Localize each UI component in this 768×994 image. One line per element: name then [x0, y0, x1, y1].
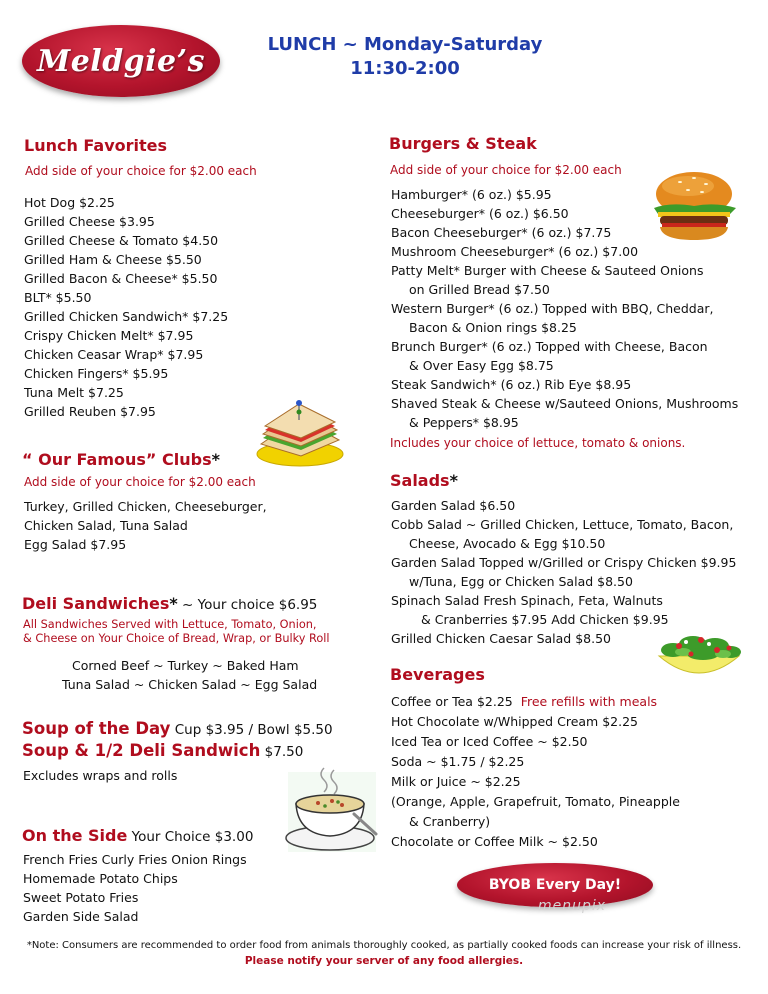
beverage-item: & Cranberry) [409, 814, 491, 829]
section-title-lunch-favorites: Lunch Favorites [24, 136, 168, 155]
soup-combo-price: $7.50 [260, 744, 304, 760]
menu-item: Western Burger* (6 oz.) Topped with BBQ, Cheddar, [391, 301, 714, 316]
lunch-favorites-list [24, 193, 228, 421]
menu-item: Bacon & Onion rings $8.25 [409, 320, 577, 335]
footer-consumer-note: *Note: Consumers are recommended to order food from animals thoroughly cooked, as partially cooked foods can increase your risk of illness. [26, 940, 742, 951]
watermark-text: menupix [538, 898, 607, 914]
menu-item: Tuna Melt $7.25 [24, 385, 124, 400]
menu-item: Grilled Bacon & Cheese* $5.50 [24, 271, 218, 286]
soup-combo-title: Soup & 1/2 Deli Sandwich [22, 741, 261, 760]
deli-note-1: All Sandwiches Served with Lettuce, Tomato, Onion, [23, 618, 317, 631]
club-line: Turkey, Grilled Chicken, Cheeseburger, [24, 499, 267, 514]
side-item: French Fries Curly Fries Onion Rings [23, 852, 247, 867]
menu-item: Garden Salad Topped w/Grilled or Crispy Chicken $9.95 [391, 555, 737, 570]
section-title-sides [22, 826, 253, 845]
soup-price: Cup $3.95 / Bowl $5.50 [170, 722, 333, 738]
beverage-refill-note: Free refills with meals [520, 694, 658, 709]
menu-item: Grilled Chicken Sandwich* $7.25 [24, 309, 229, 324]
sides-title: On the Side [22, 826, 128, 845]
deli-note-2: & Cheese on Your Choice of Bread, Wrap, or Bulky Roll [23, 632, 330, 645]
restaurant-logo [22, 25, 220, 97]
salads-list [391, 496, 736, 648]
clubs-title: “ Our Famous” Clubs [22, 450, 212, 469]
menu-item: Garden Salad $6.50 [391, 498, 516, 513]
section-title-clubs [22, 450, 220, 469]
menu-item: & Cranberries $7.95 Add Chicken $9.95 [421, 612, 669, 627]
menu-item: Grilled Ham & Cheese $5.50 [24, 252, 202, 267]
menu-item: Hamburger* (6 oz.) $5.95 [391, 187, 552, 202]
deli-options-1: Corned Beef ~ Turkey ~ Baked Ham [72, 658, 299, 673]
soup-bowl-icon [280, 764, 380, 856]
clubs-note: Add side of your choice for $2.00 each [24, 475, 256, 489]
beverage-item: Hot Chocolate w/Whipped Cream $2.25 [391, 714, 638, 729]
menu-item: Cheese, Avocado & Egg $10.50 [409, 536, 606, 551]
club-sandwich-icon [255, 400, 345, 468]
logo-text: Meldgie’s [37, 43, 205, 79]
side-item: Garden Side Salad [23, 909, 139, 924]
club-line: Chicken Salad, Tuna Salad [24, 518, 188, 533]
menu-item: Hot Dog $2.25 [24, 195, 115, 210]
menu-item: Grilled Cheese $3.95 [24, 214, 155, 229]
deli-title: Deli Sandwiches [22, 594, 170, 613]
soup-title: Soup of the Day [22, 719, 171, 738]
footer-allergy-note: Please notify your server of any food allergies. [244, 955, 524, 967]
menu-item: Brunch Burger* (6 oz.) Topped with Cheese, Bacon [391, 339, 708, 354]
beverage-item: Milk or Juice ~ $2.25 [391, 774, 521, 789]
menu-item: Grilled Reuben $7.95 [24, 404, 156, 419]
lunch-hours-time: 11:30-2:00 [350, 58, 460, 79]
deli-star: * [169, 594, 178, 613]
menu-item: Patty Melt* Burger with Cheese & Sauteed Onions [391, 263, 704, 278]
beverage-item: Chocolate or Coffee Milk ~ $2.50 [391, 834, 598, 849]
menu-item: Steak Sandwich* (6 oz.) Rib Eye $8.95 [391, 377, 632, 392]
menu-item: Chicken Ceasar Wrap* $7.95 [24, 347, 204, 362]
beverages-list [391, 712, 680, 852]
menu-item: Grilled Chicken Caesar Salad $8.50 [391, 631, 612, 646]
beverage-coffee [391, 692, 657, 711]
menu-item: Spinach Salad Fresh Spinach, Feta, Walnuts [391, 593, 663, 608]
deli-price: ~ Your choice $6.95 [177, 597, 318, 613]
byob-text: BYOB Every Day! [488, 877, 622, 893]
menu-item: Cheeseburger* (6 oz.) $6.50 [391, 206, 569, 221]
burgers-note: Add side of your choice for $2.00 each [390, 163, 622, 177]
side-item: Homemade Potato Chips [23, 871, 178, 886]
section-title-salads [390, 471, 458, 490]
menu-item: on Grilled Bread $7.50 [409, 282, 550, 297]
menu-item: Cobb Salad ~ Grilled Chicken, Lettuce, Tomato, Bacon, [391, 517, 734, 532]
menu-item: BLT* $5.50 [24, 290, 92, 305]
sides-price: Your Choice $3.00 [127, 829, 254, 845]
club-line: Egg Salad $7.95 [24, 537, 127, 552]
sides-list [23, 850, 247, 926]
lunch-favorites-note: Add side of your choice for $2.00 each [25, 164, 257, 178]
menu-item: Chicken Fingers* $5.95 [24, 366, 169, 381]
section-title-deli [22, 594, 317, 613]
menu-item: Crispy Chicken Melt* $7.95 [24, 328, 194, 343]
section-title-soup [22, 719, 333, 738]
salads-star: * [449, 471, 458, 490]
menu-item: & Over Easy Egg $8.75 [409, 358, 554, 373]
deli-options-2: Tuna Salad ~ Chicken Salad ~ Egg Salad [62, 677, 318, 692]
beverage-item: Soda ~ $1.75 / $2.25 [391, 754, 525, 769]
salads-title: Salads [390, 471, 450, 490]
menu-item: Shaved Steak & Cheese w/Sauteed Onions, Mushrooms [391, 396, 739, 411]
soup-note: Excludes wraps and rolls [23, 768, 178, 783]
burgers-footer-note: Includes your choice of lettuce, tomato & onions. [390, 436, 686, 450]
menu-item: Bacon Cheeseburger* (6 oz.) $7.75 [391, 225, 612, 240]
beverage-item: (Orange, Apple, Grapefruit, Tomato, Pineapple [391, 794, 680, 809]
beverage-coffee-text: Coffee or Tea $2.25 [391, 694, 513, 709]
beverage-item: Iced Tea or Iced Coffee ~ $2.50 [391, 734, 588, 749]
section-title-burgers: Burgers & Steak [389, 134, 537, 153]
salad-bowl-icon [653, 630, 745, 688]
section-title-beverages: Beverages [390, 665, 485, 684]
menu-item: & Peppers* $8.95 [409, 415, 519, 430]
menu-item: w/Tuna, Egg or Chicken Salad $8.50 [409, 574, 633, 589]
clubs-star: * [211, 450, 220, 469]
menu-item: Grilled Cheese & Tomato $4.50 [24, 233, 219, 248]
lunch-hours-title: LUNCH ~ Monday-Saturday [267, 34, 543, 55]
section-title-soup-combo [22, 741, 303, 760]
burger-icon [650, 168, 738, 242]
clubs-list [24, 497, 267, 554]
menu-item: Mushroom Cheeseburger* (6 oz.) $7.00 [391, 244, 639, 259]
side-item: Sweet Potato Fries [23, 890, 139, 905]
